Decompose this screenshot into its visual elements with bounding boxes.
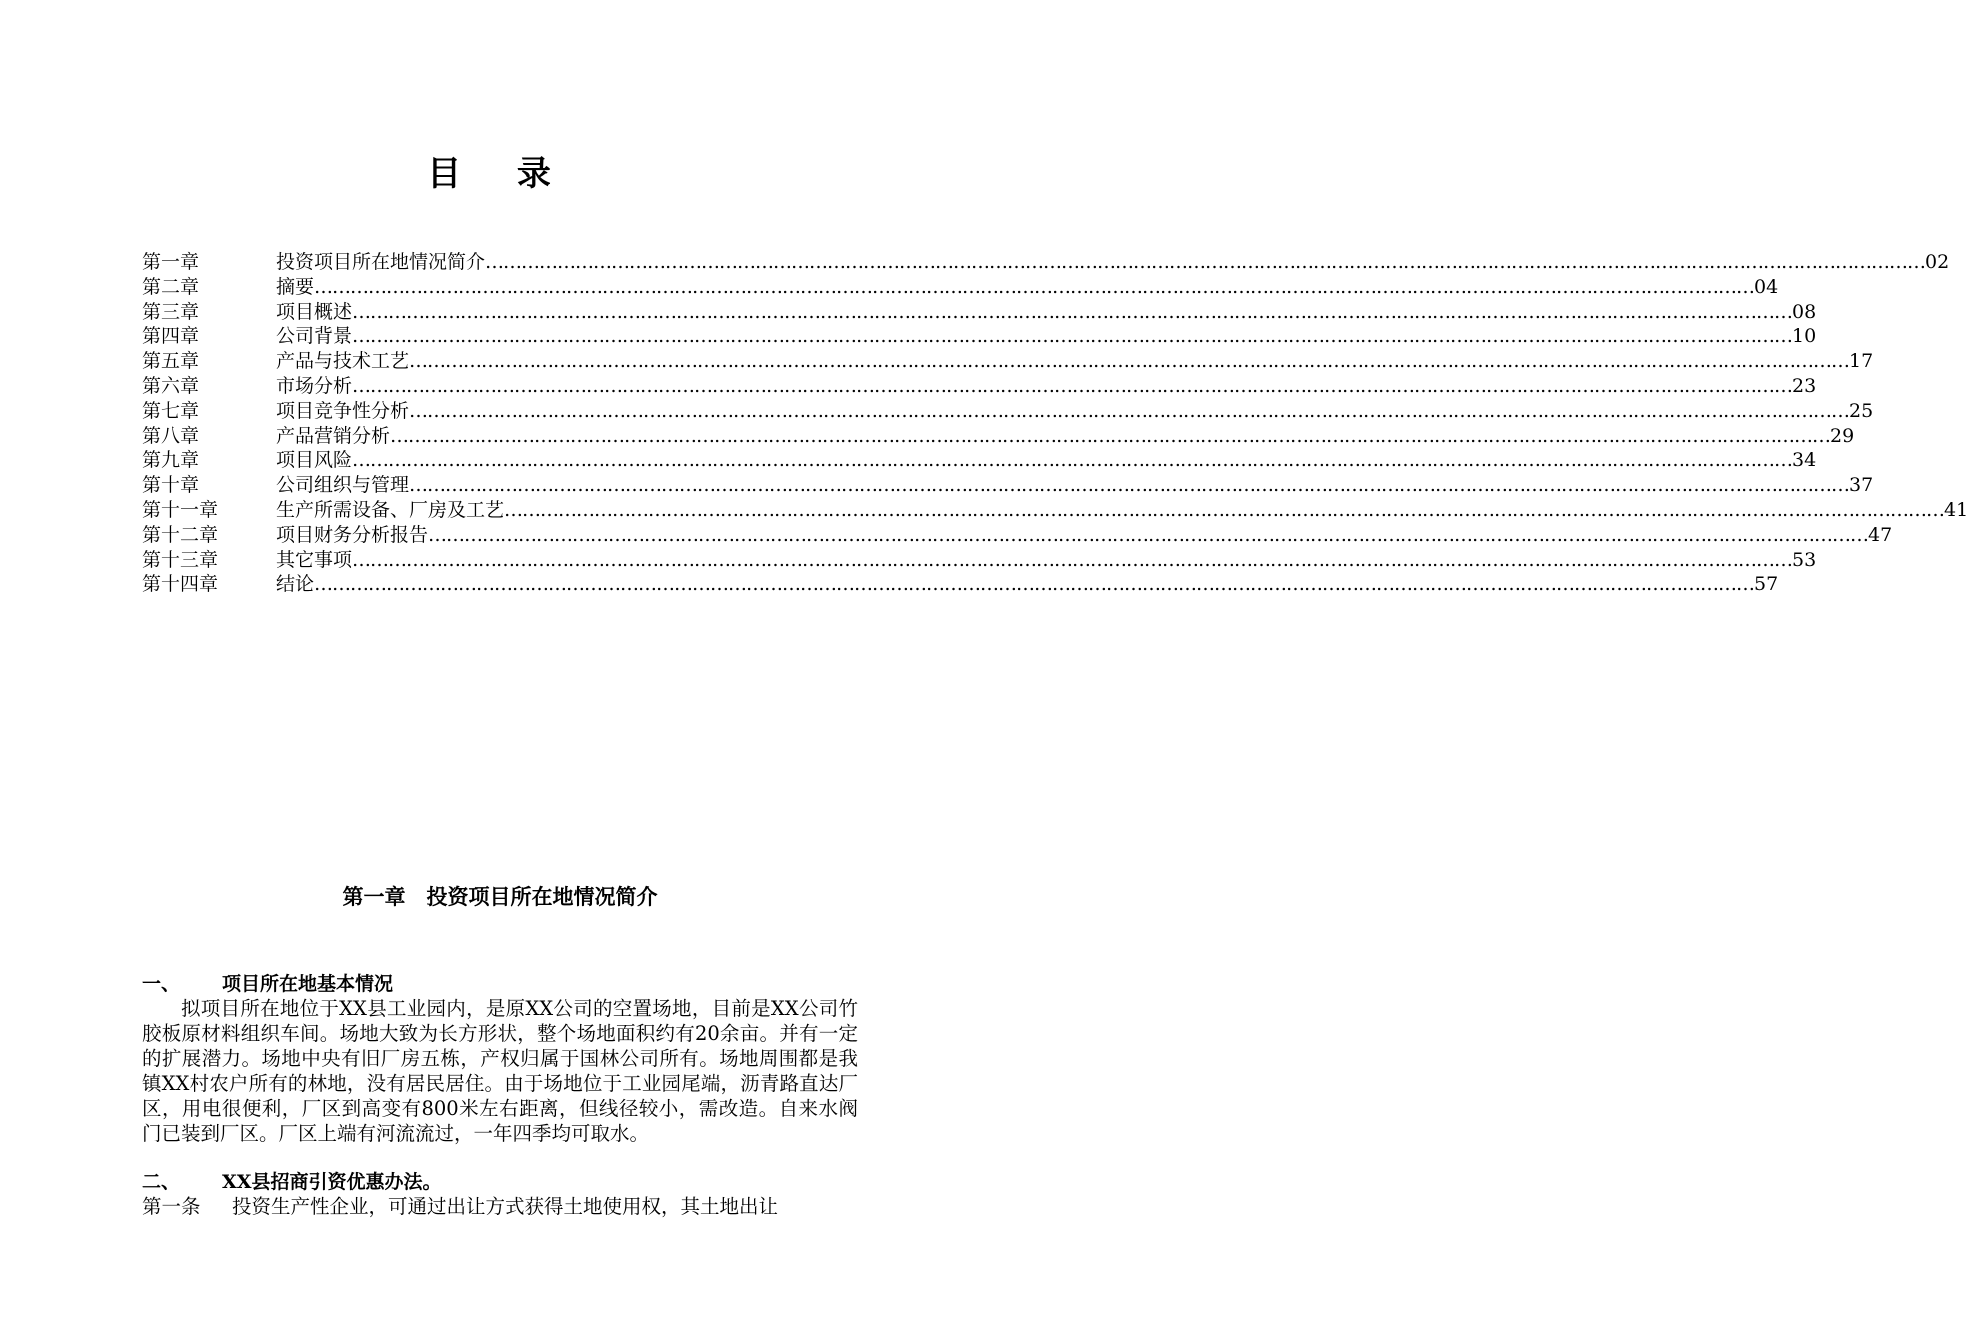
toc-entry xyxy=(142,374,1817,399)
toc-leader-dots: …………………………………………………………………………………………………………………………………………………………………………………………………………………… xyxy=(485,251,1926,273)
toc-chapter-label: 第八章 xyxy=(142,424,200,447)
toc-chapter-name: 市场分析 xyxy=(276,374,353,397)
toc-entry xyxy=(142,548,1817,573)
toc-leader-dots: …………………………………………………………………………………………………………………………………………………………………………………………………………………… xyxy=(409,399,1850,422)
toc-entry xyxy=(142,572,1779,597)
toc-page-number: 04 xyxy=(1754,275,1779,298)
toc-entry xyxy=(142,275,1779,300)
toc-chapter-label: 第三章 xyxy=(142,300,200,323)
article-1 xyxy=(142,1194,858,1219)
toc-chapter-name: 公司背景 xyxy=(276,325,353,348)
toc-page-number: 41 xyxy=(1944,498,1968,521)
toc-page-number: 34 xyxy=(1792,449,1817,472)
toc-page-number: 02 xyxy=(1925,251,1950,273)
toc-page-number: 53 xyxy=(1792,548,1817,571)
toc-chapter-name: 投资项目所在地情况简介 xyxy=(276,251,486,273)
toc-chapter-name: 项目概述 xyxy=(276,300,353,323)
section-2 xyxy=(142,1170,858,1219)
toc-page-number: 23 xyxy=(1792,374,1817,397)
toc-chapter-name: 其它事项 xyxy=(276,548,353,571)
toc-chapter-label: 第十三章 xyxy=(142,548,219,571)
table-of-contents xyxy=(142,250,1968,597)
toc-entry xyxy=(142,300,1817,325)
toc-entry xyxy=(142,448,1817,473)
toc-leader-dots: …………………………………………………………………………………………………………………………………………………………………………………………………………………… xyxy=(352,548,1793,571)
toc-chapter-label: 第二章 xyxy=(142,275,200,298)
chapter-title: 第一章 投资项目所在地情况简介 xyxy=(342,884,658,909)
section-1-heading xyxy=(142,972,858,996)
toc-entry xyxy=(142,250,1950,275)
toc-chapter-label: 第七章 xyxy=(142,399,200,422)
toc-page-number: 17 xyxy=(1849,350,1874,373)
toc-chapter-label: 第九章 xyxy=(142,449,200,472)
toc-entry xyxy=(142,473,1874,498)
toc-title: 目 录 xyxy=(427,154,573,194)
toc-entry xyxy=(142,498,1968,523)
toc-entry xyxy=(142,324,1817,349)
toc-leader-dots: …………………………………………………………………………………………………………………………………………………………………………………………………………………… xyxy=(409,350,1850,373)
toc-leader-dots: …………………………………………………………………………………………………………………………………………………………………………………………………………………… xyxy=(352,325,1793,348)
toc-page-number: 57 xyxy=(1754,573,1779,596)
toc-chapter-label: 第六章 xyxy=(142,374,200,397)
toc-page-number: 47 xyxy=(1868,523,1893,546)
toc-leader-dots: …………………………………………………………………………………………………………………………………………………………………………………………………………………… xyxy=(409,474,1850,497)
section-2-number: 二、 xyxy=(142,1171,181,1193)
toc-leader-dots: …………………………………………………………………………………………………………………………………………………………………………………………………………………… xyxy=(352,449,1793,472)
toc-page-number: 08 xyxy=(1792,300,1817,323)
toc-chapter-label: 第五章 xyxy=(142,350,200,373)
toc-chapter-name: 产品与技术工艺 xyxy=(276,350,410,373)
article-1-text: 投资生产性企业，可通过出让方式获得土地使用权，其土地出让 xyxy=(232,1195,779,1218)
toc-chapter-name: 产品营销分析 xyxy=(276,424,391,447)
toc-page-number: 10 xyxy=(1792,325,1817,348)
article-1-label: 第一条 xyxy=(142,1195,201,1218)
toc-entry xyxy=(142,523,1893,548)
toc-chapter-name: 项目竞争性分析 xyxy=(276,399,410,422)
toc-page-number: 29 xyxy=(1830,424,1855,447)
toc-chapter-label: 第十章 xyxy=(142,474,200,497)
section-1 xyxy=(142,972,858,1146)
toc-chapter-label: 第一章 xyxy=(142,251,200,273)
toc-chapter-name: 项目财务分析报告 xyxy=(276,523,429,546)
toc-chapter-name: 生产所需设备、厂房及工艺 xyxy=(276,498,505,521)
toc-leader-dots: …………………………………………………………………………………………………………………………………………………………………………………………………………………… xyxy=(428,523,1869,546)
toc-leader-dots: …………………………………………………………………………………………………………………………………………………………………………………………………………………… xyxy=(390,424,1831,447)
section-2-heading-text: XX县招商引资优惠办法。 xyxy=(222,1171,442,1193)
section-1-paragraph: 拟项目所在地位于XX县工业园内，是原XX公司的空置场地，目前是XX公司竹胶板原材料组织车间。场地大致为长方形状，整个场地面积约有20余亩。并有一定的扩展潜力。场地中央有旧厂房五栋，产权归属于国林公司所有。场地周围都是我镇XX村农户所有的林地，没有居民居住。由于场地位于工业园尾端，沥青路直达厂区，用电很便利，厂区到高变有800米左右距离，但线径较小，需改造。自来水阀门已装到厂区。厂区上端有河流流过，一年四季均可取水。 xyxy=(142,997,858,1145)
section-2-heading xyxy=(142,1170,858,1194)
toc-chapter-label: 第十四章 xyxy=(142,573,219,596)
toc-leader-dots: …………………………………………………………………………………………………………………………………………………………………………………………………………………… xyxy=(314,573,1755,596)
toc-chapter-label: 第四章 xyxy=(142,325,200,348)
toc-chapter-name: 结论 xyxy=(276,573,315,596)
toc-entry xyxy=(142,424,1855,449)
toc-chapter-name: 项目风险 xyxy=(276,449,353,472)
section-1-heading-text: 项目所在地基本情况 xyxy=(222,973,394,995)
toc-leader-dots: …………………………………………………………………………………………………………………………………………………………………………………………………………………… xyxy=(314,275,1755,298)
toc-entry xyxy=(142,349,1874,374)
toc-chapter-label: 第十一章 xyxy=(142,498,219,521)
section-1-number: 一、 xyxy=(142,973,181,995)
toc-leader-dots: …………………………………………………………………………………………………………………………………………………………………………………………………………………… xyxy=(352,300,1793,323)
toc-chapter-label: 第十二章 xyxy=(142,523,219,546)
toc-page-number: 37 xyxy=(1849,474,1874,497)
toc-entry xyxy=(142,399,1874,424)
toc-leader-dots: …………………………………………………………………………………………………………………………………………………………………………………………………………………… xyxy=(504,498,1945,521)
toc-chapter-name: 摘要 xyxy=(276,275,315,298)
toc-chapter-name: 公司组织与管理 xyxy=(276,474,410,497)
toc-page-number: 25 xyxy=(1849,399,1874,422)
toc-leader-dots: …………………………………………………………………………………………………………………………………………………………………………………………………………………… xyxy=(352,374,1793,397)
